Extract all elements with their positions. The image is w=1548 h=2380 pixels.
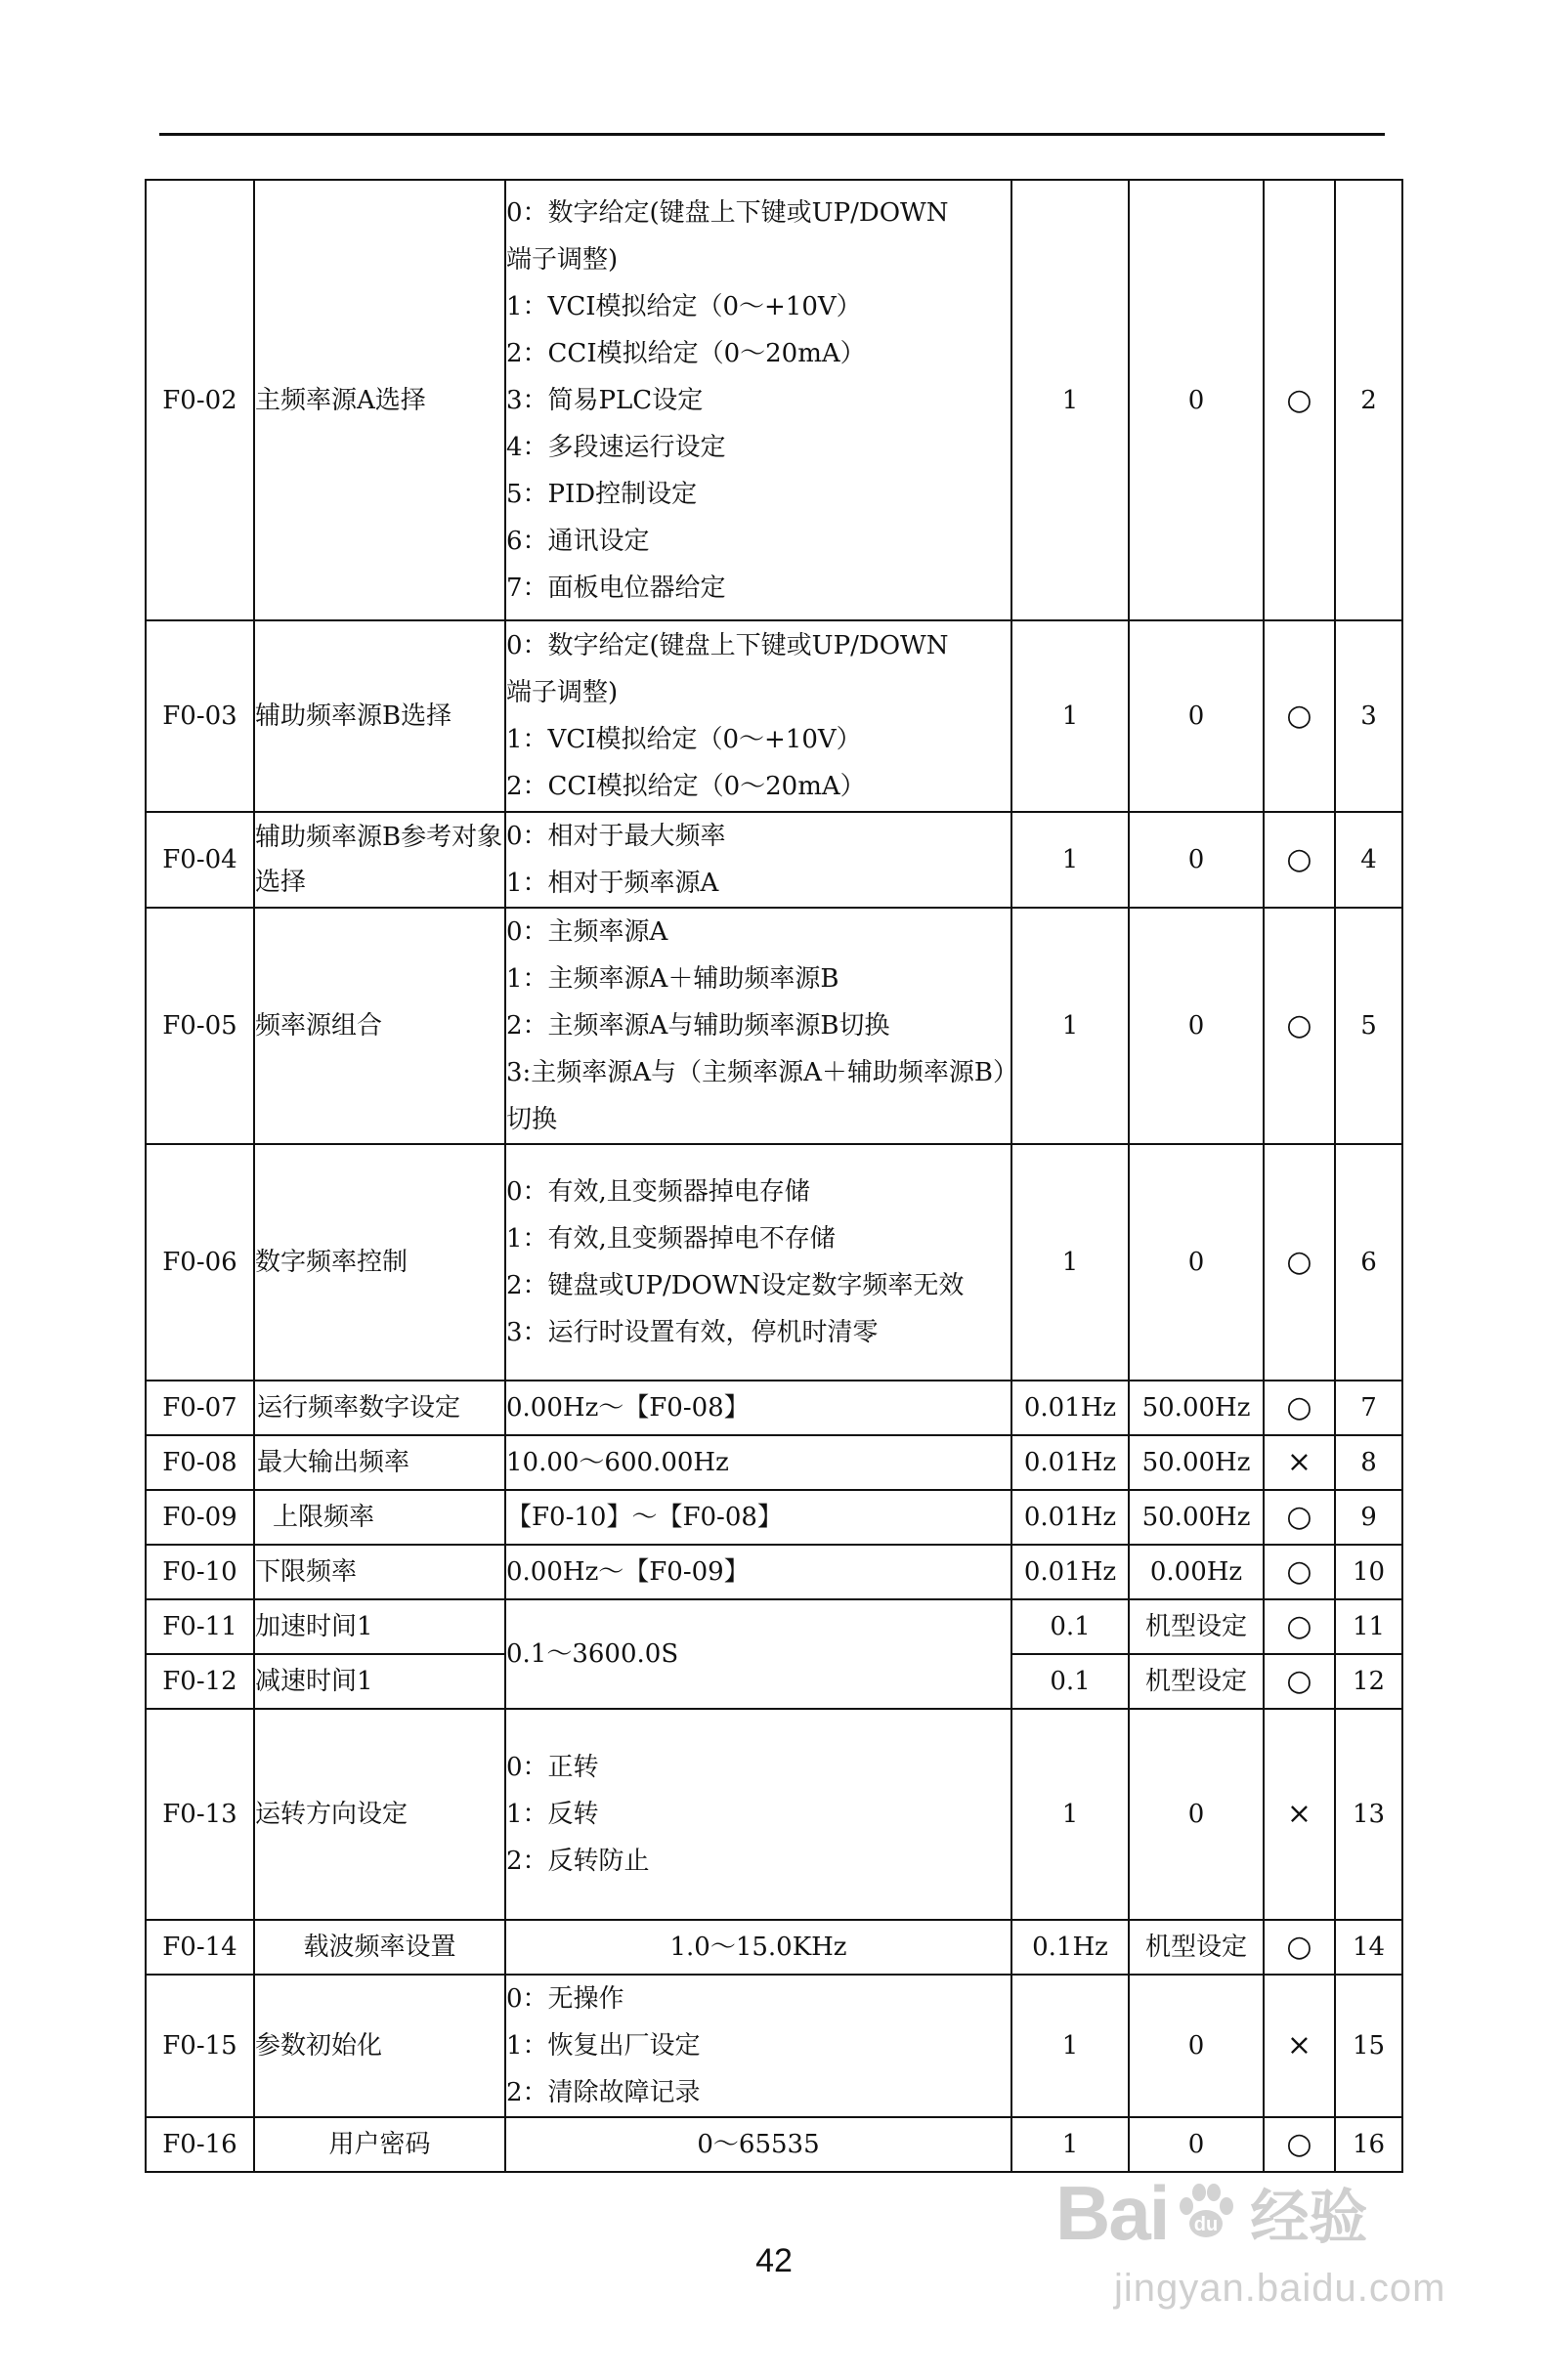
param-name: 下限频率 <box>254 1545 505 1599</box>
table-row <box>146 1381 1402 1435</box>
range-line: 3：简易PLC设定 <box>506 385 704 415</box>
param-unit: 1 <box>1011 908 1129 1144</box>
param-unit: 1 <box>1011 620 1129 812</box>
table-row <box>146 1599 1402 1654</box>
param-default: 0 <box>1129 1709 1264 1920</box>
param-seq: 14 <box>1335 1920 1402 1975</box>
param-seq: 7 <box>1335 1381 1402 1435</box>
range-line: 0：主频率源A <box>506 917 668 947</box>
range-line: 1：相对于频率源A <box>506 869 719 898</box>
range-line: 2：CCI模拟给定（0～20mA） <box>506 772 866 801</box>
param-range: 0.1～3600.0S <box>505 1599 1011 1709</box>
param-seq: 4 <box>1335 812 1402 908</box>
range-line: 5：PID控制设定 <box>506 479 698 509</box>
param-unit: 1 <box>1011 1709 1129 1920</box>
param-default: 0 <box>1129 812 1264 908</box>
page-number: 42 <box>755 2242 793 2279</box>
param-range: 0～65535 <box>505 2117 1011 2172</box>
param-seq: 11 <box>1335 1599 1402 1654</box>
param-seq: 8 <box>1335 1435 1402 1490</box>
param-seq: 13 <box>1335 1709 1402 1920</box>
table-row <box>146 1975 1402 2117</box>
param-unit: 1 <box>1011 1975 1129 2117</box>
param-code: F0-15 <box>146 1975 254 2117</box>
range-line: 0：无操作 <box>506 1984 624 2014</box>
param-default: 机型设定 <box>1129 1599 1264 1654</box>
table-row <box>146 1920 1402 1975</box>
header-rule <box>159 133 1385 136</box>
param-code: F0-07 <box>146 1381 254 1435</box>
param-code: F0-13 <box>146 1709 254 1920</box>
range-line: 3：运行时设置有效，停机时清零 <box>506 1318 879 1347</box>
param-default: 0 <box>1129 620 1264 812</box>
param-modify-mark: ○ <box>1264 812 1335 908</box>
baidu-jingyan-watermark <box>1055 2159 1466 2345</box>
param-name: 用户密码 <box>254 2117 505 2172</box>
param-name: 最大输出频率 <box>254 1435 505 1490</box>
param-code: F0-04 <box>146 812 254 908</box>
param-code: F0-11 <box>146 1599 254 1654</box>
param-default: 50.00Hz <box>1129 1490 1264 1545</box>
param-seq: 16 <box>1335 2117 1402 2172</box>
param-default: 机型设定 <box>1129 1654 1264 1709</box>
table-row <box>146 620 1402 812</box>
param-default: 0 <box>1129 180 1264 620</box>
watermark-url: jingyan.baidu.com <box>1114 2267 1446 2310</box>
param-range <box>505 908 1011 1144</box>
range-line: 2：清除故障记录 <box>506 2078 701 2107</box>
param-default: 0 <box>1129 1975 1264 2117</box>
table-row <box>146 812 1402 908</box>
param-default: 0 <box>1129 1144 1264 1381</box>
param-range: 0.00Hz～【F0-09】 <box>505 1545 1011 1599</box>
param-modify-mark: ○ <box>1264 1490 1335 1545</box>
param-modify-mark: ○ <box>1264 180 1335 620</box>
param-name: 运转方向设定 <box>254 1709 505 1920</box>
range-line: 0：数字给定(键盘上下键或UP/DOWN <box>506 631 949 660</box>
table-row <box>146 1490 1402 1545</box>
range-line: 4：多段速运行设定 <box>506 432 726 462</box>
param-seq: 10 <box>1335 1545 1402 1599</box>
param-name: 辅助频率源B参考对象选择 <box>254 812 505 908</box>
param-unit: 0.01Hz <box>1011 1490 1129 1545</box>
param-seq: 15 <box>1335 1975 1402 2117</box>
param-range <box>505 1709 1011 1920</box>
param-default: 50.00Hz <box>1129 1435 1264 1490</box>
param-unit: 1 <box>1011 812 1129 908</box>
param-modify-mark: ○ <box>1264 1920 1335 1975</box>
range-line: 1：反转 <box>506 1800 599 1829</box>
param-range: 1.0～15.0KHz <box>505 1920 1011 1975</box>
param-range <box>505 1975 1011 2117</box>
param-code: F0-09 <box>146 1490 254 1545</box>
param-unit: 0.1 <box>1011 1654 1129 1709</box>
watermark-logo-text: Bai <box>1055 2169 1169 2256</box>
table-row <box>146 908 1402 1144</box>
param-unit: 1 <box>1011 1144 1129 1381</box>
range-line: 1：主频率源A＋辅助频率源B <box>506 964 839 994</box>
param-default: 50.00Hz <box>1129 1381 1264 1435</box>
table-row <box>146 180 1402 620</box>
param-modify-mark: × <box>1264 1435 1335 1490</box>
param-code: F0-08 <box>146 1435 254 1490</box>
param-modify-mark: ○ <box>1264 2117 1335 2172</box>
range-line: 0：相对于最大频率 <box>506 822 726 851</box>
param-unit: 0.01Hz <box>1011 1545 1129 1599</box>
parameter-table <box>145 179 1403 2173</box>
param-range: 10.00～600.00Hz <box>505 1435 1011 1490</box>
watermark-logo-cn: 经验 <box>1250 2185 1368 2250</box>
param-name: 加速时间1 <box>254 1599 505 1654</box>
param-name: 主频率源A选择 <box>254 180 505 620</box>
param-name: 参数初始化 <box>254 1975 505 2117</box>
param-modify-mark: ○ <box>1264 1654 1335 1709</box>
param-name: 载波频率设置 <box>254 1920 505 1975</box>
param-unit: 0.01Hz <box>1011 1381 1129 1435</box>
range-line: 0：正转 <box>506 1753 599 1782</box>
param-default: 0.00Hz <box>1129 1545 1264 1599</box>
param-code: F0-06 <box>146 1144 254 1381</box>
param-modify-mark: ○ <box>1264 1144 1335 1381</box>
table-row <box>146 1144 1402 1381</box>
range-line: 端子调整) <box>506 678 619 707</box>
range-line: 1：恢复出厂设定 <box>506 2031 701 2061</box>
param-range <box>505 620 1011 812</box>
param-name: 频率源组合 <box>254 908 505 1144</box>
param-code: F0-02 <box>146 180 254 620</box>
param-seq: 12 <box>1335 1654 1402 1709</box>
param-seq: 2 <box>1335 180 1402 620</box>
table-row <box>146 1709 1402 1920</box>
param-unit: 1 <box>1011 2117 1129 2172</box>
param-modify-mark: ○ <box>1264 1599 1335 1654</box>
param-range <box>505 812 1011 908</box>
param-unit: 0.1Hz <box>1011 1920 1129 1975</box>
param-name: 数字频率控制 <box>254 1144 505 1381</box>
param-name: 辅助频率源B选择 <box>254 620 505 812</box>
param-unit: 0.1 <box>1011 1599 1129 1654</box>
param-modify-mark: ○ <box>1264 908 1335 1144</box>
param-code: F0-12 <box>146 1654 254 1709</box>
param-default: 机型设定 <box>1129 1920 1264 1975</box>
param-range <box>505 180 1011 620</box>
range-line: 端子调整) <box>506 244 619 275</box>
param-seq: 6 <box>1335 1144 1402 1381</box>
param-range <box>505 1144 1011 1381</box>
paw-icon <box>1172 2179 1240 2247</box>
table-row <box>146 1545 1402 1599</box>
param-code: F0-16 <box>146 2117 254 2172</box>
param-range: 0.00Hz～【F0-08】 <box>505 1381 1011 1435</box>
range-line: 7：面板电位器给定 <box>506 573 726 603</box>
param-default: 0 <box>1129 2117 1264 2172</box>
param-seq: 5 <box>1335 908 1402 1144</box>
param-seq: 9 <box>1335 1490 1402 1545</box>
param-modify-mark: × <box>1264 1709 1335 1920</box>
param-name: 上限频率 <box>254 1490 505 1545</box>
param-range: 【F0-10】～【F0-08】 <box>505 1490 1011 1545</box>
param-modify-mark: ○ <box>1264 1381 1335 1435</box>
param-name: 减速时间1 <box>254 1654 505 1709</box>
range-line: 6：通讯设定 <box>506 526 650 556</box>
svg-text:du: du <box>1194 2214 1219 2235</box>
param-modify-mark: ○ <box>1264 1545 1335 1599</box>
param-seq: 3 <box>1335 620 1402 812</box>
param-code: F0-05 <box>146 908 254 1144</box>
range-line: 2：键盘或UP/DOWN设定数字频率无效 <box>506 1271 965 1300</box>
range-line: 0：数字给定(键盘上下键或UP/DOWN <box>506 197 949 228</box>
range-line: 2：主频率源A与辅助频率源B切换 <box>506 1011 890 1041</box>
range-line: 0：有效,且变频器掉电存储 <box>506 1177 810 1207</box>
range-line: 1：VCI模拟给定（0～+10V） <box>506 291 862 321</box>
param-code: F0-03 <box>146 620 254 812</box>
param-modify-mark: ○ <box>1264 620 1335 812</box>
range-line: 1：有效,且变频器掉电不存储 <box>506 1224 836 1254</box>
range-line: 2：CCI模拟给定（0～20mA） <box>506 338 866 368</box>
param-name: 运行频率数字设定 <box>254 1381 505 1435</box>
table-row <box>146 1435 1402 1490</box>
param-default: 0 <box>1129 908 1264 1144</box>
range-line: 1：VCI模拟给定（0～+10V） <box>506 725 862 754</box>
range-line: 3:主频率源A与（主频率源A＋辅助频率源B）切换 <box>506 1058 1006 1134</box>
range-line: 2：反转防止 <box>506 1847 650 1876</box>
param-unit: 1 <box>1011 180 1129 620</box>
param-unit: 0.01Hz <box>1011 1435 1129 1490</box>
param-code: F0-10 <box>146 1545 254 1599</box>
param-modify-mark: × <box>1264 1975 1335 2117</box>
param-code: F0-14 <box>146 1920 254 1975</box>
